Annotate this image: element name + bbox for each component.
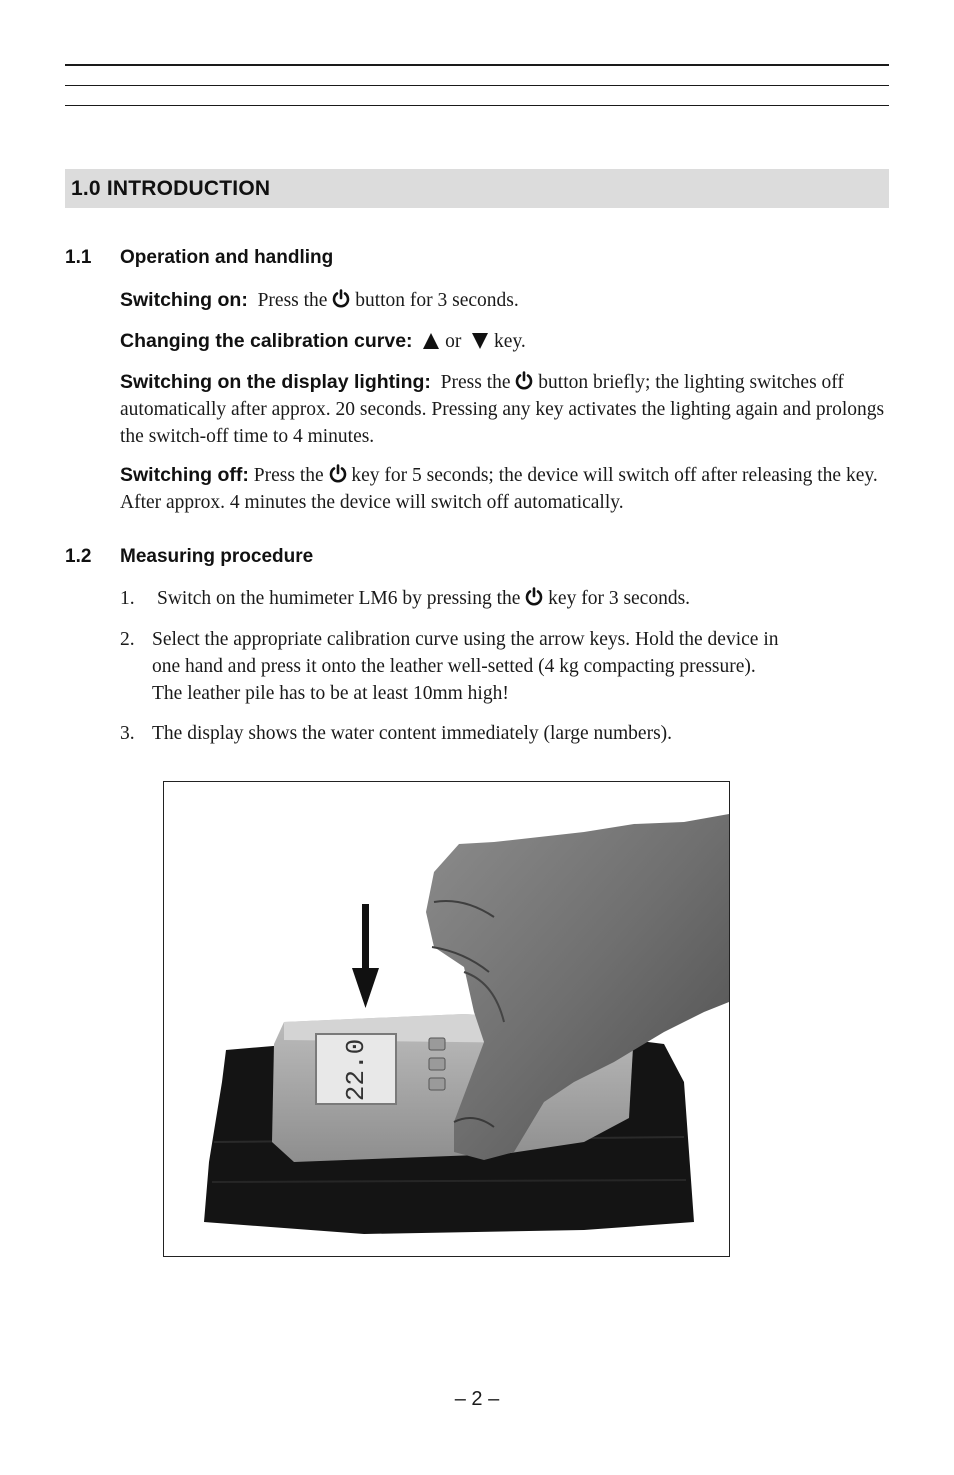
step-text xyxy=(157,585,887,612)
switching-on-text-before: Press the xyxy=(257,290,328,311)
header-rule-top xyxy=(65,64,889,66)
page-number: – 2 – xyxy=(454,1388,500,1410)
subsection-number-1-2: 1.2 xyxy=(65,546,92,567)
calibration-or: or xyxy=(445,331,462,352)
section-header-bar xyxy=(65,169,889,208)
power-icon xyxy=(329,464,347,484)
calibration-paragraph xyxy=(120,328,890,355)
step-2-line-1: Select the appropriate calibration curve using the arrow keys. Hold the device in xyxy=(152,629,779,650)
list-item xyxy=(120,626,880,707)
step-text: The display shows the water content immediately (large numbers). xyxy=(152,723,673,744)
switching-off-text-after: key for 5 seconds; the device will switch off after releasing the key. After approx. 4 minutes the device will switch off automatically. xyxy=(120,465,878,513)
subsection-title-measuring: Measuring procedure xyxy=(120,546,314,567)
switching-off-paragraph xyxy=(120,462,890,516)
power-icon xyxy=(525,587,543,607)
step-text xyxy=(152,626,882,707)
device-display-reading: 22.0 xyxy=(341,1038,371,1102)
step-number: 1. xyxy=(120,588,135,609)
list-item xyxy=(120,585,880,612)
triangle-down-icon xyxy=(471,332,489,350)
power-icon xyxy=(332,289,350,309)
calibration-after: key. xyxy=(494,331,526,352)
section-title: 1.0 INTRODUCTION xyxy=(71,177,271,200)
header-rule-bottom xyxy=(65,105,889,106)
calibration-label: Changing the calibration curve: xyxy=(120,330,413,352)
step-2-line-3: The leather pile has to be at least 10mm high! xyxy=(152,683,509,704)
list-item xyxy=(120,720,880,747)
display-lighting-text-before: Press the xyxy=(440,372,511,393)
step-1-text-before: Switch on the humimeter LM6 by pressing the xyxy=(157,588,521,609)
switching-on-label: Switching on: xyxy=(120,289,248,311)
switching-off-text-before: Press the xyxy=(253,465,324,486)
header-rule-middle xyxy=(65,85,889,86)
display-lighting-paragraph xyxy=(120,369,890,450)
subsection-number-1-1: 1.1 xyxy=(65,247,92,268)
triangle-up-icon xyxy=(422,332,440,350)
step-number: 2. xyxy=(120,629,135,650)
device-photo xyxy=(163,781,730,1257)
step-number: 3. xyxy=(120,723,135,744)
switching-off-label: Switching off: xyxy=(120,464,249,486)
switching-on-text-after: button for 3 seconds. xyxy=(355,290,519,311)
display-lighting-text-after: button briefly; the lighting switches off automatically after approx. 20 seconds. Pressing any key activates the lighting again and prolongs the switch-off time to 4 minutes. xyxy=(120,372,885,447)
subsection-title-operation: Operation and handling xyxy=(120,247,334,268)
switching-on-paragraph xyxy=(120,287,890,314)
power-icon xyxy=(515,371,533,391)
display-lighting-label: Switching on the display lighting: xyxy=(120,371,431,393)
step-1-text-after: key for 3 seconds. xyxy=(548,588,691,609)
step-2-line-2: one hand and press it onto the leather well-setted (4 kg compacting pressure). xyxy=(152,656,756,677)
